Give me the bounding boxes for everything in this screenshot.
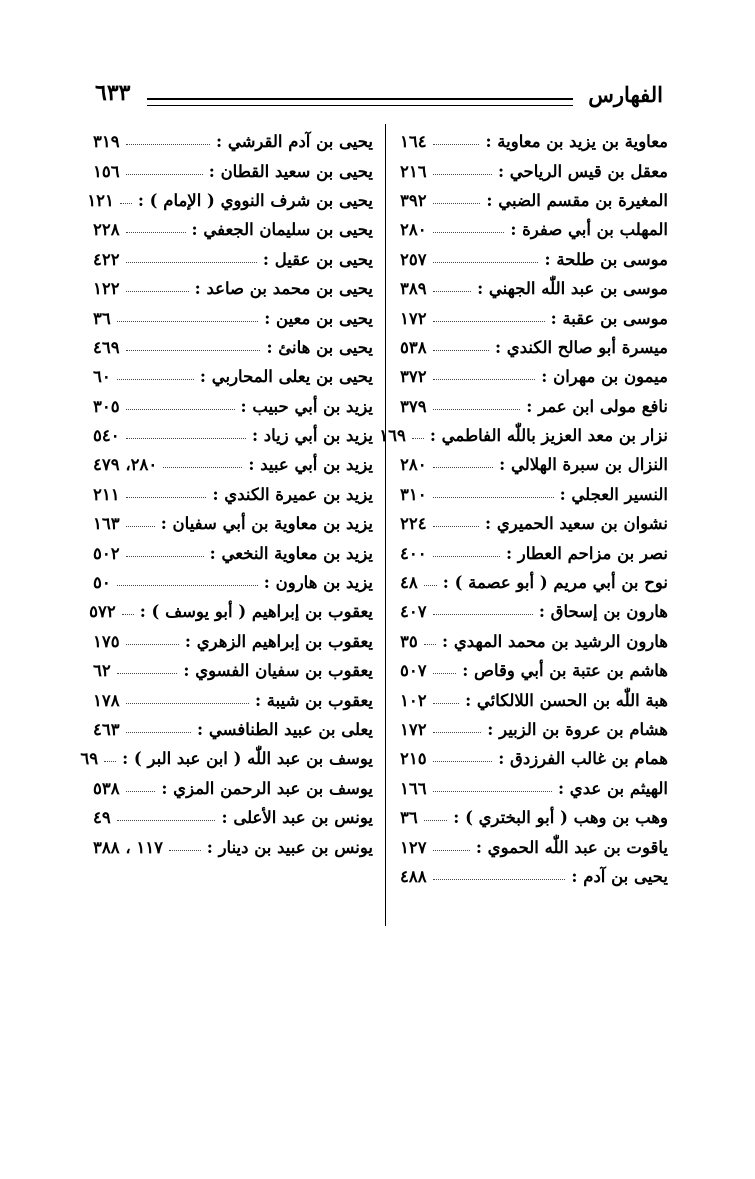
index-entry: [93, 450, 373, 479]
entry-page-number: ٢١٦: [400, 161, 427, 181]
dot-leader: [126, 262, 257, 263]
entry-name: موسى بن طلحة :: [544, 249, 668, 269]
entry-name: يعقوب بن سفيان الفسوي :: [183, 661, 373, 681]
entry-page-number: ٥٠: [93, 573, 111, 593]
entry-page-number: ٤٠٧: [400, 602, 427, 622]
entry-page-number: ٦٠: [93, 367, 111, 387]
index-entry: [93, 685, 373, 714]
dot-leader: [126, 703, 249, 704]
index-entry: [400, 803, 668, 832]
entry-name: يحيى بن عقيل :: [262, 249, 373, 269]
entry-name: نزار بن معد العزيز باللّٰه الفاطمي :: [429, 426, 668, 446]
index-column-right: [379, 127, 668, 891]
entry-page-number: ١٦٣: [93, 514, 120, 534]
dot-leader: [126, 409, 235, 410]
dot-leader: [126, 556, 204, 557]
index-entry: [400, 656, 668, 685]
index-entry: [400, 744, 668, 773]
index-entry: [400, 245, 668, 274]
dot-leader: [433, 409, 521, 410]
entry-page-number: ٤٦٣: [93, 720, 120, 739]
dot-leader: [104, 761, 116, 762]
entry-name: يزيد بن معاوية النخعي :: [209, 543, 373, 563]
entry-name: المهلب بن أبي صفرة :: [510, 220, 668, 240]
dot-leader: [433, 732, 482, 733]
index-entry: [400, 509, 668, 538]
entry-page-number: ٣٥: [400, 631, 418, 651]
index-entry: [87, 186, 373, 215]
entry-name: يعقوب بن شيبة :: [254, 690, 373, 710]
entry-page-number: ٤٦٩: [93, 337, 120, 357]
index-entry: [400, 156, 668, 185]
index-entry: [400, 597, 668, 626]
entry-page-number: ١٦٦: [400, 778, 427, 798]
entry-name: يوسف بن عبد الرحمن المزي :: [161, 778, 373, 798]
entry-page-number: ٢٨٠: [400, 455, 427, 475]
entry-page-number: ٤٨٨: [400, 866, 427, 886]
index-entry: [93, 538, 373, 567]
entry-page-number: ٤٢٢: [93, 249, 120, 269]
dot-leader: [433, 556, 500, 557]
dot-leader: [433, 761, 493, 762]
index-title: الفهارس: [588, 82, 663, 107]
entry-page-number: ١٢٢: [93, 279, 120, 299]
dot-leader: [126, 291, 189, 292]
entry-name: يزيد بن أبي زياد :: [251, 426, 373, 446]
dot-leader: [120, 203, 132, 204]
entry-page-number: ٢٥٧: [400, 249, 427, 269]
dot-leader: [126, 791, 156, 792]
entry-page-number: ٣٠٥: [93, 396, 120, 416]
header-rule: [147, 98, 573, 106]
entry-page-number: ١٦٤: [400, 132, 427, 152]
index-entry: [400, 303, 668, 332]
entry-page-number: ٣١٠: [400, 484, 427, 504]
dot-leader: [126, 526, 155, 527]
entry-page-number: ٤٨: [400, 573, 418, 593]
dot-leader: [117, 673, 178, 674]
index-entry: [93, 568, 373, 597]
entry-page-number: ٦٢: [93, 661, 111, 681]
index-entry: [400, 685, 668, 714]
entry-name: همام بن غالب الفرزدق :: [498, 749, 668, 769]
entry-name: هارون بن إسحاق :: [538, 602, 668, 622]
dot-leader: [433, 526, 479, 527]
index-entry: [400, 627, 668, 656]
index-entry: [93, 245, 373, 274]
entry-page-number: ١٥٦: [93, 161, 120, 181]
entry-page-number: ٣١٩: [93, 132, 120, 152]
index-entry: [93, 333, 373, 362]
entry-page-number: ٥٣٨: [93, 778, 120, 798]
entry-name: يزيد بن هارون :: [263, 573, 373, 593]
dot-leader: [433, 144, 480, 145]
entry-name: نافع مولى ابن عمر :: [526, 396, 668, 416]
entry-page-number: ١٧٢: [400, 308, 427, 328]
entry-page-number: ٢١٥: [400, 749, 427, 769]
entry-name: يعقوب بن إبراهيم ( أبو يوسف ) :: [139, 602, 373, 622]
index-entry: [400, 333, 668, 362]
index-entry: [93, 803, 373, 832]
entry-name: معاوية بن يزيد بن معاوية :: [485, 132, 668, 152]
entry-name: يزيد بن أبي حبيب :: [240, 396, 373, 416]
entry-page-number: ٣٩٢: [400, 190, 427, 210]
entry-page-number: ٣٧٩: [400, 396, 427, 416]
dot-leader: [433, 321, 545, 322]
entry-name: يعلى بن عبيد الطنافسي :: [197, 720, 373, 739]
dot-leader: [433, 614, 533, 615]
entry-name: يحيى بن شرف النووي ( الإمام ) :: [137, 190, 373, 210]
dot-leader: [433, 291, 471, 292]
entry-page-number: ٢١١: [93, 484, 120, 504]
index-entry: [400, 392, 668, 421]
index-entry: [400, 715, 668, 744]
entry-page-number: ١٧٨: [93, 690, 120, 710]
dot-leader: [117, 585, 258, 586]
entry-page-number: ١٧٢: [400, 720, 427, 739]
entry-page-number: ٥٣٨: [400, 337, 427, 357]
dot-leader: [117, 820, 216, 821]
dot-leader: [433, 791, 552, 792]
entry-page-number: ٢٢٤: [400, 514, 427, 534]
entry-page-number: ٢٢٨: [93, 220, 120, 240]
index-entry: [93, 480, 373, 509]
entry-name: يحيى بن سليمان الجعفي :: [191, 220, 373, 240]
entry-name: الهيثم بن عدي :: [557, 778, 668, 798]
entry-page-number: ١١٧ ، ٣٨٨: [93, 837, 164, 857]
entry-name: يزيد بن معاوية بن أبي سفيان :: [160, 514, 373, 534]
entry-name: يونس بن عبد الأعلى :: [221, 808, 373, 828]
dot-leader: [433, 350, 489, 351]
dot-leader: [117, 321, 258, 322]
entry-name: موسى بن عقبة :: [550, 308, 668, 328]
entry-name: هاشم بن عتبة بن أبي وقاص :: [462, 661, 668, 681]
entry-name: ميمون بن مهران :: [541, 367, 668, 387]
index-entry: [93, 627, 373, 656]
index-entry: [93, 156, 373, 185]
entry-name: موسى بن عبد اللّٰه الجهني :: [477, 279, 668, 299]
entry-page-number: ١٦٩: [379, 426, 406, 446]
entry-name: يحيى بن سعيد القطان :: [208, 161, 373, 181]
index-entry: [400, 215, 668, 244]
entry-page-number: ٢٨٠، ٤٧٩: [93, 455, 158, 475]
dot-leader: [126, 497, 207, 498]
index-entry: [93, 362, 373, 391]
index-entry: [93, 392, 373, 421]
dot-leader: [433, 232, 505, 233]
entry-name: نوح بن أبي مريم ( أبو عصمة ) :: [442, 573, 668, 593]
dot-leader: [433, 379, 536, 380]
entry-name: ميسرة أبو صالح الكندي :: [494, 337, 668, 357]
entry-name: ياقوت بن عبد اللّٰه الحموي :: [475, 837, 668, 857]
entry-page-number: ٤٠٠: [400, 543, 427, 563]
dot-leader: [126, 350, 261, 351]
dot-leader: [424, 585, 437, 586]
index-entry: [400, 538, 668, 567]
dot-leader: [126, 732, 191, 733]
dot-leader: [433, 467, 494, 468]
entry-page-number: ٤٩: [93, 808, 111, 828]
entry-name: يحيى بن معين :: [264, 308, 373, 328]
index-entry: [93, 274, 373, 303]
dot-leader: [433, 673, 457, 674]
entry-page-number: ٥٠٧: [400, 661, 427, 681]
dot-leader: [424, 644, 436, 645]
index-entry: [89, 597, 373, 626]
entry-name: وهب بن وهب ( أبو البختري ) :: [453, 808, 668, 828]
dot-leader: [126, 144, 210, 145]
entry-name: يحيى بن آدم القرشي :: [216, 132, 373, 152]
index-entry: [400, 274, 668, 303]
index-entry: [379, 421, 668, 450]
page-number: ٦٣٣: [95, 80, 131, 106]
entry-name: هبة اللّٰه بن الحسن اللالكائي :: [465, 690, 668, 710]
entry-name: هارون الرشيد بن محمد المهدي :: [442, 631, 668, 651]
index-entry: [80, 744, 373, 773]
dot-leader: [433, 203, 481, 204]
entry-name: نشوان بن سعيد الحميري :: [485, 514, 668, 534]
entry-page-number: ٥٠٢: [93, 543, 120, 563]
column-divider: [385, 124, 386, 926]
index-entry: [93, 715, 373, 744]
index-entry: [400, 568, 668, 597]
index-entry: [93, 421, 373, 450]
entry-name: يعقوب بن إبراهيم الزهري :: [184, 631, 373, 651]
page-header: [95, 80, 663, 120]
index-entry: [400, 774, 668, 803]
dot-leader: [126, 438, 246, 439]
entry-name: المغيرة بن مقسم الضبي :: [486, 190, 668, 210]
index-entry: [93, 303, 373, 332]
dot-leader: [163, 467, 242, 468]
entry-page-number: ١٢٧: [400, 837, 427, 857]
dot-leader: [126, 174, 203, 175]
entry-name: يزيد بن عميرة الكندي :: [212, 484, 373, 504]
index-entry: [93, 509, 373, 538]
entry-page-number: ٣٧٢: [400, 367, 427, 387]
entry-page-number: ٥٤٠: [93, 426, 120, 446]
dot-leader: [433, 262, 539, 263]
dot-leader: [126, 644, 179, 645]
entry-name: يحيى بن يعلى المحاربي :: [199, 367, 373, 387]
entry-page-number: ٣٦: [400, 808, 418, 828]
entry-name: يحيى بن محمد بن صاعد :: [194, 279, 373, 299]
entry-name: يونس بن عبيد بن دينار :: [206, 837, 373, 857]
entry-page-number: ٣٦: [93, 308, 111, 328]
index-entry: [400, 480, 668, 509]
entry-name: يحيى بن آدم :: [571, 866, 668, 886]
index-entry: [93, 774, 373, 803]
dot-leader: [424, 820, 448, 821]
dot-leader: [412, 438, 424, 439]
entry-name: النسير العجلي :: [559, 484, 668, 504]
index-entry: [400, 832, 668, 861]
entry-page-number: ١٧٥: [93, 631, 120, 651]
index-entry: [400, 362, 668, 391]
entry-name: النزال بن سبرة الهلالي :: [499, 455, 668, 475]
dot-leader: [122, 614, 134, 615]
entry-page-number: ٣٨٩: [400, 279, 427, 299]
entry-name: يوسف بن عبد اللّٰه ( ابن عبد البر ) :: [122, 749, 373, 769]
dot-leader: [433, 703, 459, 704]
index-column-left: [80, 127, 373, 862]
index-entry: [400, 862, 668, 891]
index-entry: [400, 127, 668, 156]
index-entry: [93, 127, 373, 156]
entry-name: معقل بن قيس الرياحي :: [497, 161, 668, 181]
entry-name: يحيى بن هانئ :: [266, 337, 373, 357]
dot-leader: [433, 174, 492, 175]
dot-leader: [433, 879, 566, 880]
entry-page-number: ٢٨٠: [400, 220, 427, 240]
dot-leader: [433, 850, 470, 851]
entry-name: هشام بن عروة بن الزبير :: [487, 720, 668, 739]
index-entry: [400, 450, 668, 479]
entry-page-number: ١٠٢: [400, 690, 427, 710]
entry-page-number: ٦٩: [80, 749, 99, 769]
entry-page-number: ٥٧٢: [89, 602, 116, 622]
dot-leader: [433, 497, 554, 498]
entry-name: نصر بن مزاحم العطار :: [505, 543, 668, 563]
entry-name: يزيد بن أبي عبيد :: [248, 455, 373, 475]
dot-leader: [169, 850, 201, 851]
index-entry: [93, 832, 373, 861]
index-entry: [400, 186, 668, 215]
dot-leader: [117, 379, 194, 380]
dot-leader: [126, 232, 186, 233]
entry-page-number: ١٢١: [87, 190, 114, 210]
index-entry: [93, 656, 373, 685]
index-entry: [93, 215, 373, 244]
